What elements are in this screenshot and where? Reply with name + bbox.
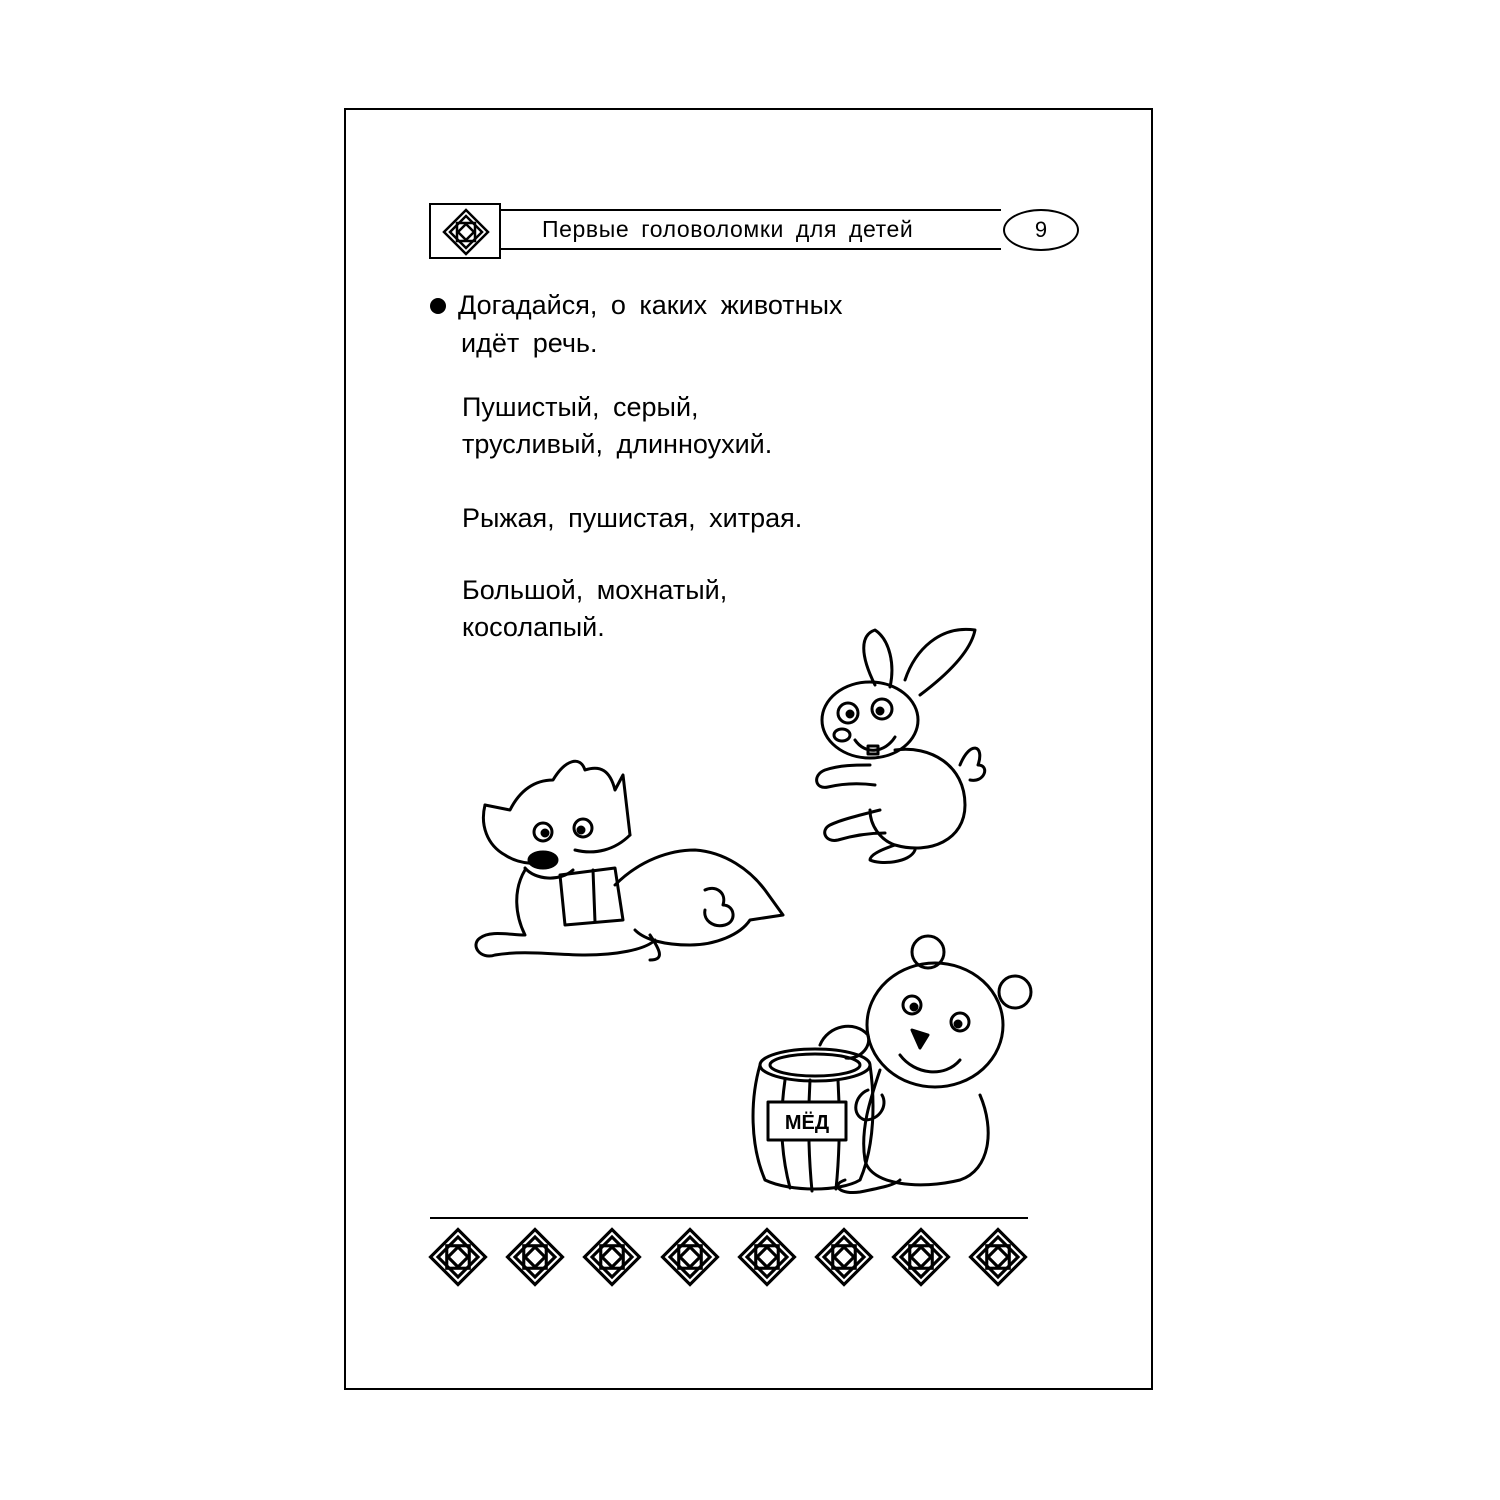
riddle-hare-line-1: Пушистый, серый, <box>462 392 699 422</box>
riddle-hare-line-2: трусливый, длинноухий. <box>462 429 773 459</box>
diamond-ornament-icon <box>660 1227 720 1287</box>
diamond-ornament-icon <box>737 1227 797 1287</box>
riddle-bear-line-1: Большой, мохнатый, <box>462 575 728 605</box>
bear-illustration <box>750 930 1040 1200</box>
bullet-icon <box>430 298 446 314</box>
diamond-ornament-icon <box>428 1227 488 1287</box>
diamond-ornament-icon <box>505 1227 565 1287</box>
hare-illustration <box>800 615 1000 865</box>
page-number-badge <box>1003 209 1079 251</box>
riddle-fox-line-1: Рыжая, пушистая, хитрая. <box>462 503 803 533</box>
instruction-line-1: Догадайся, о каких животных <box>458 290 843 320</box>
barrel-label: МЁД <box>784 1112 830 1134</box>
running-title: Первые головоломки для детей <box>542 216 914 242</box>
riddle-bear-line-2: косолапый. <box>462 612 605 642</box>
diamond-ornament-icon <box>968 1227 1028 1287</box>
header-emblem <box>429 203 501 259</box>
fox-illustration <box>465 750 795 975</box>
diamond-ornament-icon <box>582 1227 642 1287</box>
diamond-ornament-icon <box>891 1227 951 1287</box>
page-number: 9 <box>1034 217 1048 242</box>
instruction-line-2: идёт речь. <box>461 328 598 358</box>
diamond-ornament-icon <box>814 1227 874 1287</box>
diamond-ornament-icon <box>442 208 490 256</box>
footer-rule <box>430 1217 1028 1219</box>
